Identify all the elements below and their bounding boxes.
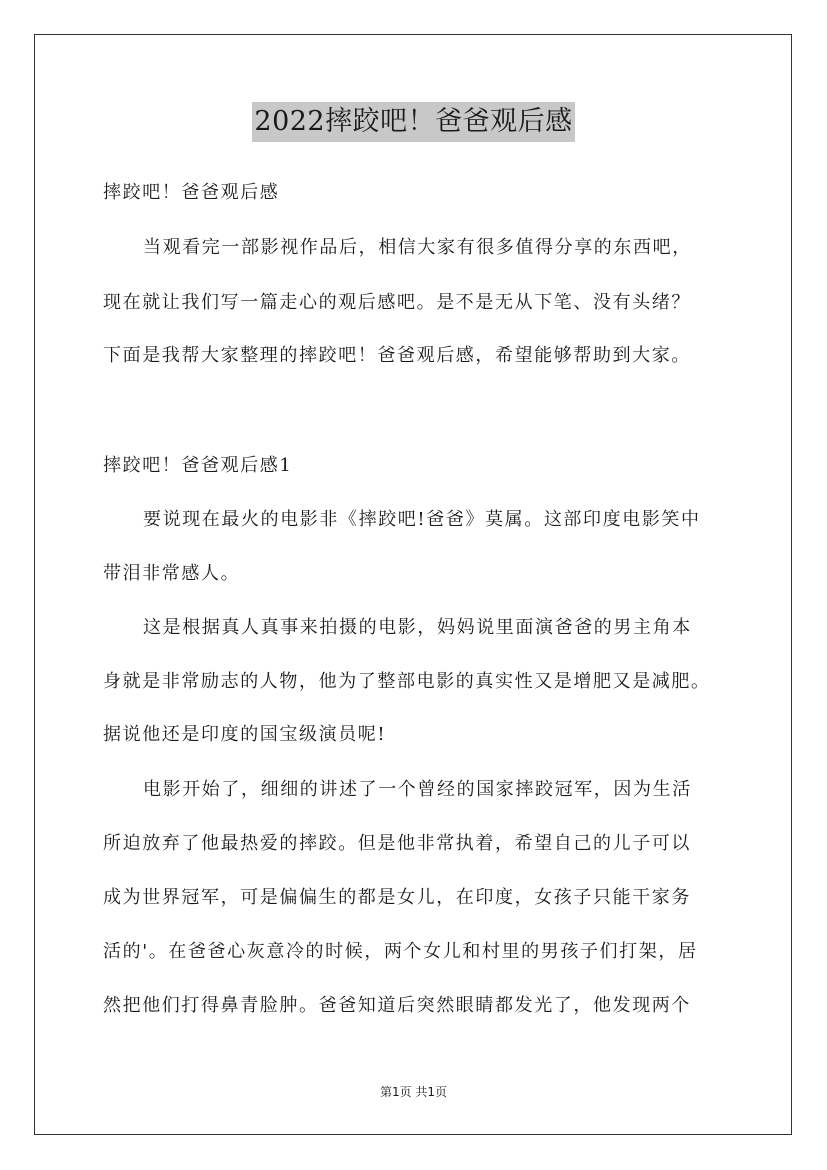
intro-line: 当观看完一部影视作品后，相信大家有很多值得分享的东西吧， [143, 237, 692, 258]
paragraph-line: 活的'。在爸爸心灰意冷的时候，两个女儿和村里的男孩子们打架，居 [103, 941, 698, 962]
paragraph-line: 要说现在最火的电影非《摔跤吧!爸爸》莫属。这部印度电影笑中 [143, 509, 701, 530]
document-title: 2022摔跤吧！爸爸观后感 [252, 102, 574, 142]
paragraph-line: 然把他们打得鼻青脸肿。爸爸知道后突然眼睛都发光了，他发现两个 [103, 995, 691, 1016]
title-container [0, 102, 827, 142]
paragraph-line: 带泪非常感人。 [103, 563, 241, 584]
page-number: 第1页 共1页 [379, 1085, 448, 1099]
paragraph-line: 身就是非常励志的人物，他为了整部电影的真实性又是增肥又是减肥。 [103, 671, 711, 692]
paragraph-line: 据说他还是印度的国宝级演员呢! [103, 724, 387, 745]
paragraph-line: 成为世界冠军，可是偏偏生的都是女儿，在印度，女孩子只能干家务 [103, 887, 691, 908]
intro-line: 下面是我帮大家整理的摔跤吧！爸爸观后感，希望能够帮助到大家。 [103, 345, 691, 366]
paragraph-line: 所迫放弃了他最热爱的摔跤。但是他非常执着，希望自己的儿子可以 [103, 833, 691, 854]
section-heading: 摔跤吧！爸爸观后感1 [103, 455, 293, 476]
intro-line: 现在就让我们写一篇走心的观后感吧。是不是无从下笔、没有头绪？ [103, 292, 691, 313]
paragraph-line: 电影开始了，细细的讲述了一个曾经的国家摔跤冠军，因为生活 [143, 779, 692, 800]
document-subtitle: 摔跤吧！爸爸观后感 [103, 182, 280, 203]
paragraph-line: 这是根据真人真事来拍摄的电影，妈妈说里面演爸爸的男主角本 [143, 617, 692, 638]
